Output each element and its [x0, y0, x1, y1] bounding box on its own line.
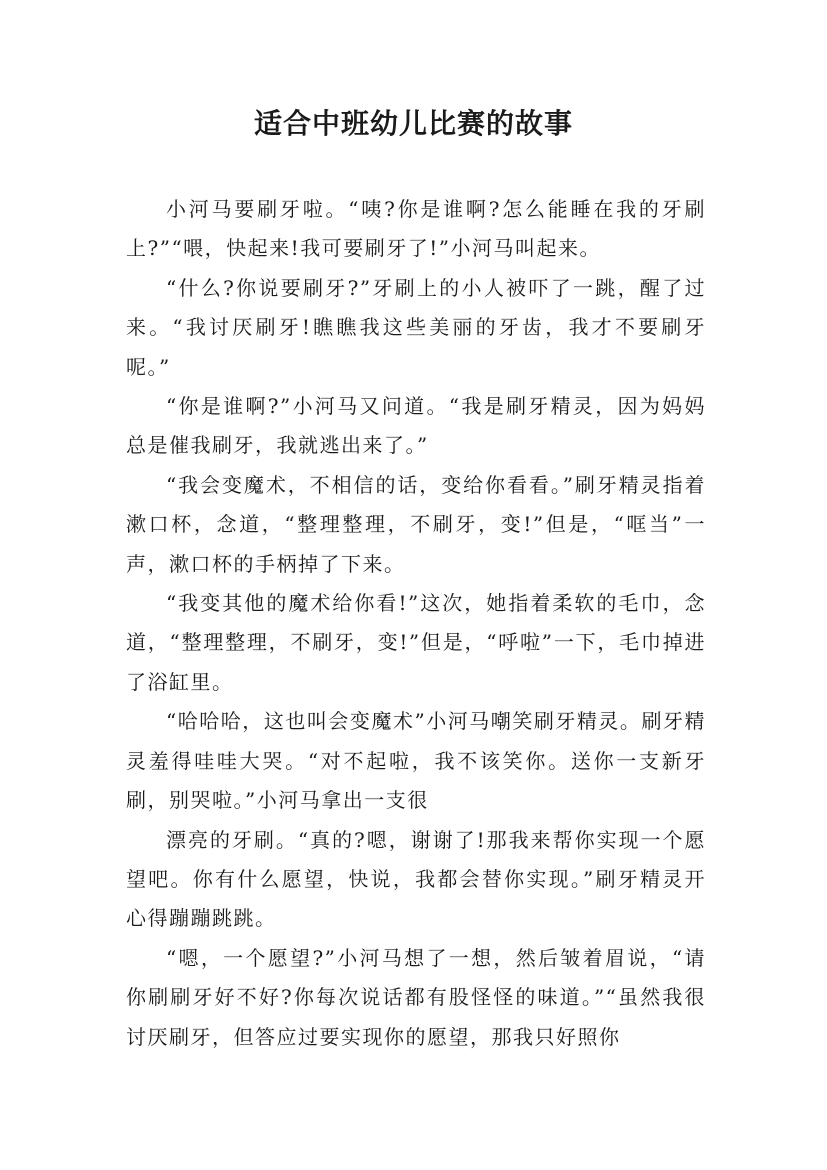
document-body	[126, 190, 706, 1057]
paragraph: “哈哈哈，这也叫会变魔术”小河马嘲笑刷牙精灵。刷牙精灵羞得哇哇大哭。“对不起啦，我不该笑你。送你一支新牙刷，别哭啦。”小河马拿出一支很	[126, 709, 706, 813]
paragraph: “我变其他的魔术给你看!”这次，她指着柔软的毛巾，念道，“整理整理，不刷牙，变!”但是，“呼啦”一下，毛巾掉进了浴缸里。	[126, 591, 706, 694]
paragraph: 小河马要刷牙啦。“咦?你是谁啊?怎么能睡在我的牙刷上?”“喂，快起来!我可要刷牙了!”小河马叫起来。	[126, 197, 706, 261]
paragraph: “你是谁啊?”小河马又问道。“我是刷牙精灵，因为妈妈总是催我刷牙，我就逃出来了。”	[126, 394, 706, 458]
document-title: 适合中班幼儿比赛的故事	[253, 107, 573, 140]
paragraph: 漂亮的牙刷。“真的?嗯，谢谢了!那我来帮你实现一个愿望吧。你有什么愿望，快说，我都会替你实现。”刷牙精灵开心得蹦蹦跳跳。	[126, 827, 706, 931]
paragraph: “嗯，一个愿望?”小河马想了一想，然后皱着眉说，“请你刷刷牙好不好?你每次说话都有股怪怪的味道。”“虽然我很讨厌刷牙，但答应过要实现你的愿望，那我只好照你	[126, 945, 706, 1049]
paragraph: “我会变魔术，不相信的话，变给你看看。”刷牙精灵指着漱口杯，念道，“整理整理，不刷牙，变!”但是，“哐当”一声，漱口杯的手柄掉了下来。	[126, 472, 706, 576]
paragraph: “什么?你说要刷牙?”牙刷上的小人被吓了一跳，醒了过来。“我讨厌刷牙!瞧瞧我这些美丽的牙齿，我才不要刷牙呢。”	[126, 275, 706, 379]
